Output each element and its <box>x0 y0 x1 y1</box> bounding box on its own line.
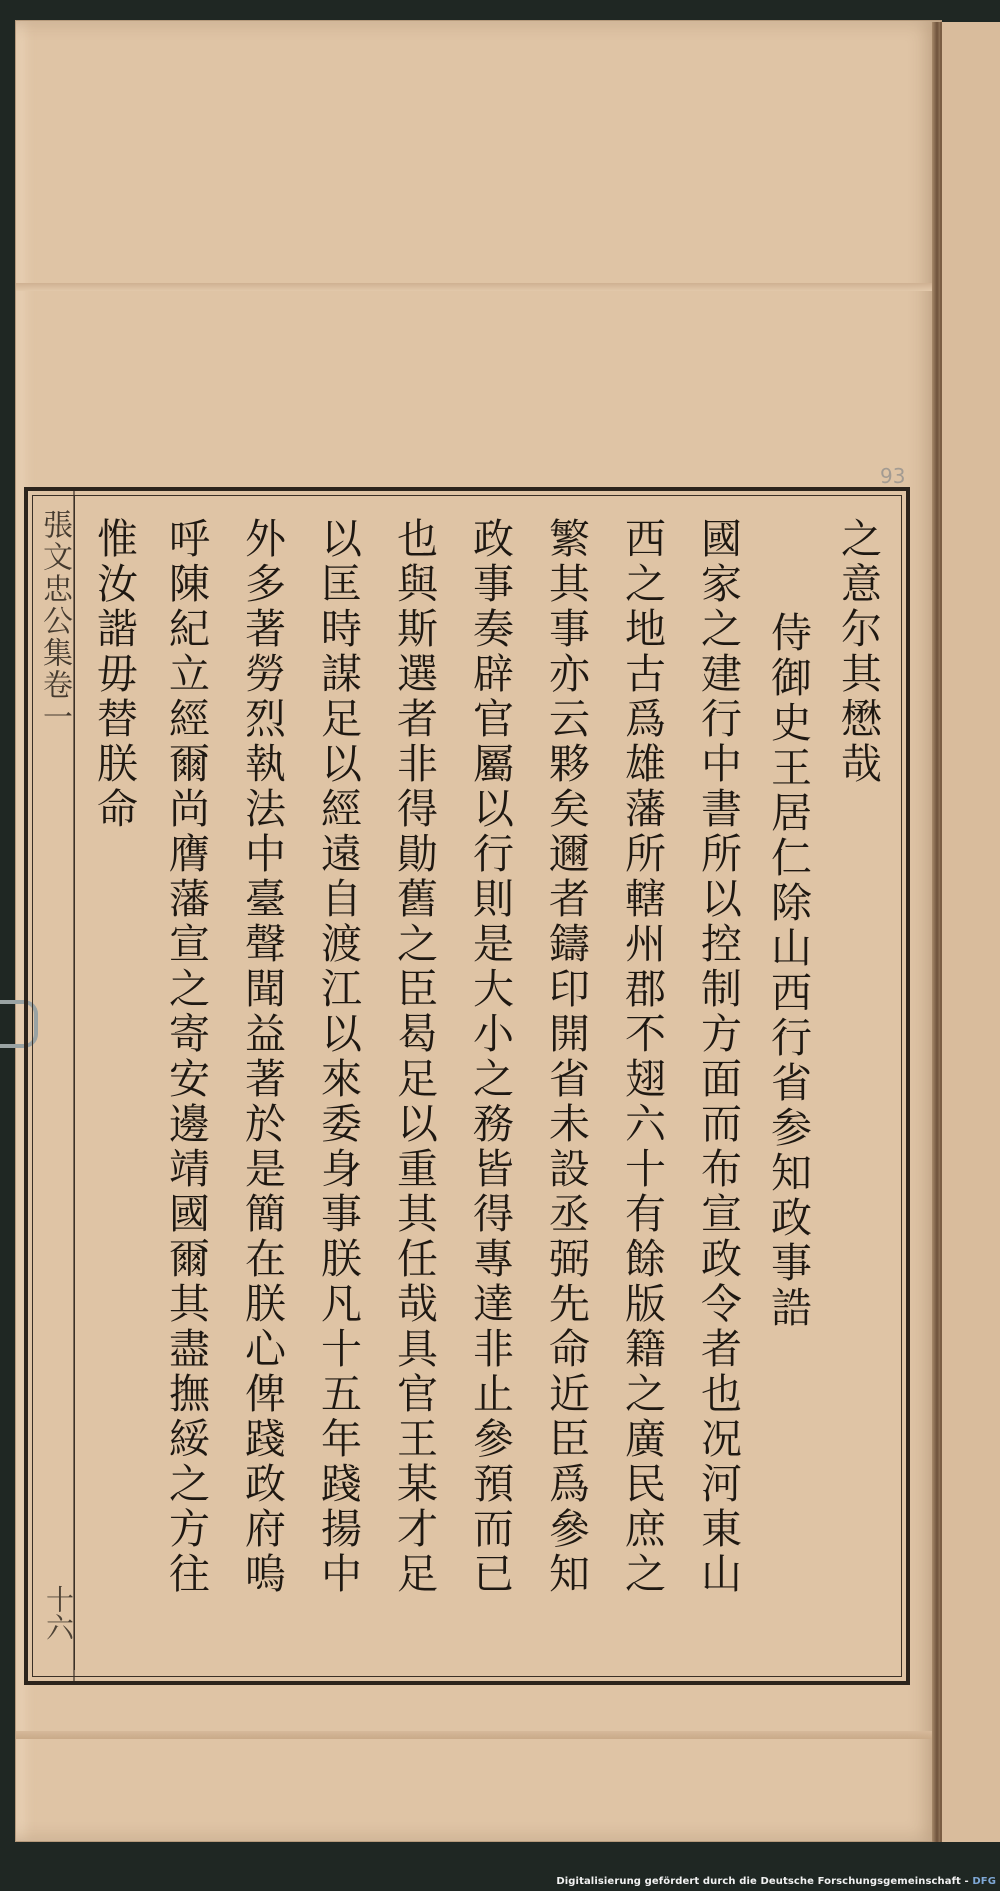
paper-edge <box>16 1731 941 1739</box>
text-column-7: 也與斯選者非得勛舊之臣曷足以重其任哉具官王某才足 <box>390 517 438 1597</box>
text-column-9: 外多著勞烈執法中臺聲聞益著於是簡在朕心俾踐政府嗚 <box>238 517 286 1597</box>
text-column-2: 侍御史王居仁除山西行省参知政事誥 <box>764 611 812 1331</box>
text-column-11: 惟汝諧毋替朕命 <box>90 517 138 832</box>
margin-column <box>32 495 75 1670</box>
text-column-4: 西之地古爲雄藩所轄州郡不翅六十有餘版籍之廣民庶之 <box>618 517 666 1597</box>
credit-text: Digitalisierung gefördert durch die Deutsche Forschungsgemeinschaft - <box>556 1876 969 1887</box>
text-column-5: 繁其事亦云夥矣邇者鑄印開省未設丞弼先命近臣爲參知 <box>542 517 590 1597</box>
text-column-10: 呼陳紀立經爾尚膺藩宣之寄安邊靖國爾其盡撫綏之方往 <box>162 517 210 1597</box>
pencil-folio-number: 93 <box>880 464 906 488</box>
printed-text-block <box>24 487 910 1685</box>
text-column-1: 之意尔其懋哉 <box>834 517 882 787</box>
margin-folio: 十六 <box>42 1585 75 1641</box>
digitization-credit <box>556 1876 996 1887</box>
text-column-8: 以匡時謀足以經遠自渡江以來委身事朕凡十五年踐揚中 <box>314 517 362 1597</box>
margin-title: 張文忠公集卷一 <box>37 509 72 733</box>
right-page-edge <box>940 22 1000 1842</box>
text-column-3: 國家之建行中書所以控制方面而布宣政令者也况河東山 <box>694 517 742 1597</box>
dfg-logo: DFG <box>972 1876 996 1887</box>
text-column-6: 政事奏辟官屬以行則是大小之務皆得專達非止參預而已 <box>466 517 514 1597</box>
paper-fold <box>16 283 941 291</box>
